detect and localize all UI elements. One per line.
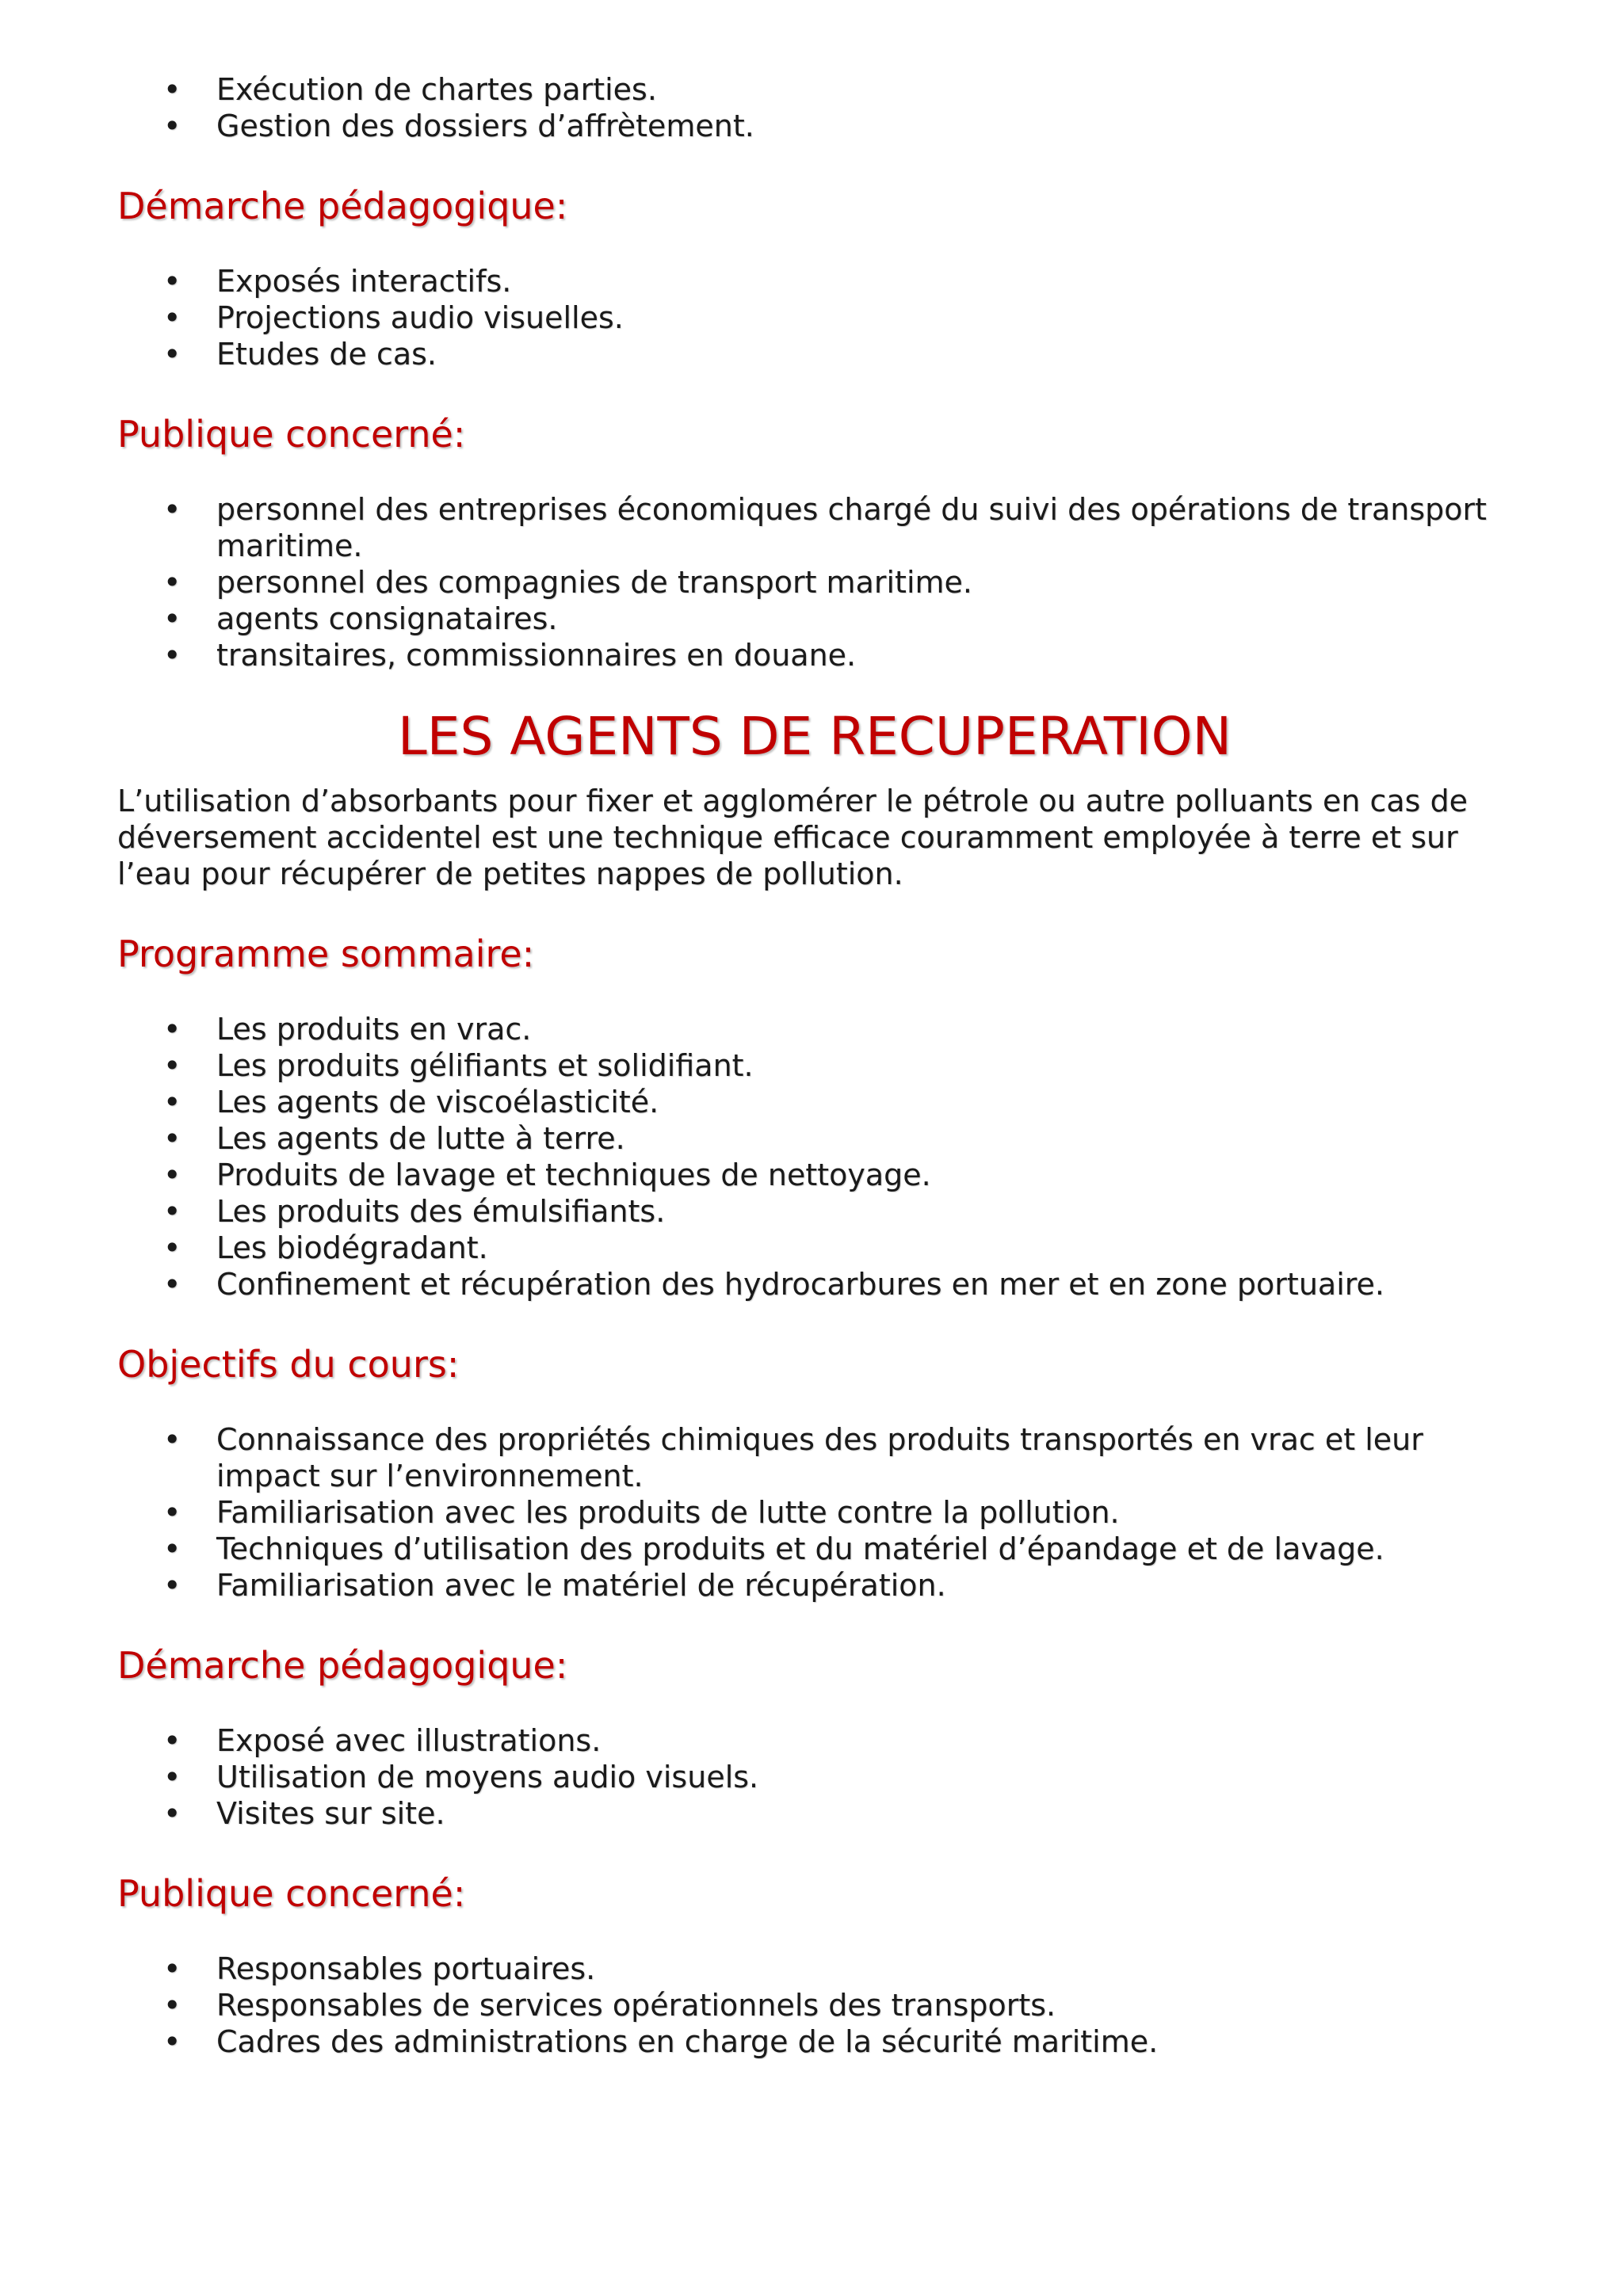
list-item: • Techniques d’utilisation des produits et du matériel d’épandage et de lavage. (117, 1531, 1512, 1567)
list-item: • Responsables de services opérationnels des transports. (117, 1987, 1512, 2023)
list-item: • Responsables portuaires. (117, 1951, 1512, 1987)
list-item: • Les produits en vrac. (117, 1011, 1512, 1047)
list-item: • transitaires, commissionnaires en douane. (117, 637, 1512, 673)
section-heading-demarche: Démarche pédagogique: (117, 185, 568, 227)
section-heading-demarche-2: Démarche pédagogique: (117, 1644, 568, 1687)
section-heading-publique-2: Publique concerné: (117, 1872, 466, 1915)
section-heading-programme: Programme sommaire: (117, 933, 535, 975)
list-item: • Les produits des émulsifiants. (117, 1193, 1512, 1230)
list-item: • personnel des compagnies de transport maritime. (117, 564, 1512, 601)
list-item: • Les agents de lutte à terre. (117, 1120, 1512, 1157)
list-item: • Visites sur site. (117, 1795, 1512, 1832)
list-item: • Exposé avec illustrations. (117, 1722, 1512, 1759)
publique-list-2 (117, 1951, 1512, 2060)
list-item: • Connaissance des propriétés chimiques des produits transportés en vrac et leur impact sur l’environnement. (117, 1421, 1512, 1494)
page-title: LES AGENTS DE RECUPERATION (397, 706, 1232, 767)
objectifs-list (117, 1421, 1512, 1604)
list-item: • Familiarisation avec le matériel de récupération. (117, 1567, 1512, 1604)
list-item: • Gestion des dossiers d’affrètement. (117, 108, 1512, 144)
list-item: • Familiarisation avec les produits de lutte contre la pollution. (117, 1494, 1512, 1531)
intro-list (117, 71, 1512, 144)
intro-paragraph: L’utilisation d’absorbants pour fixer et agglomérer le pétrole ou autre polluants en cas de déversement accidentel est une technique efficace couramment employée à terre et sur l’eau pour récupérer de petites nappes de pollution. (117, 784, 1468, 891)
list-item: • Exposés interactifs. (117, 263, 1512, 299)
publique-list (117, 491, 1512, 673)
list-item: • Cadres des administrations en charge de la sécurité maritime. (117, 2023, 1512, 2060)
demarche-list (117, 263, 1512, 372)
list-item: • Exécution de chartes parties. (117, 71, 1512, 108)
document-page (117, 71, 1512, 2060)
list-item: • Confinement et récupération des hydrocarbures en mer et en zone portuaire. (117, 1266, 1512, 1302)
list-item: • Les biodégradant. (117, 1230, 1512, 1266)
section-heading-objectifs: Objectifs du cours: (117, 1343, 460, 1386)
list-item: • Projections audio visuelles. (117, 299, 1512, 336)
list-item: • personnel des entreprises économiques chargé du suivi des opérations de transport maritime. (117, 491, 1512, 564)
list-item: • Les agents de viscoélasticité. (117, 1084, 1512, 1120)
demarche-list-2 (117, 1722, 1512, 1832)
list-item: • Etudes de cas. (117, 336, 1512, 372)
section-heading-publique: Publique concerné: (117, 413, 466, 456)
list-item: • Produits de lavage et techniques de nettoyage. (117, 1157, 1512, 1193)
list-item: • agents consignataires. (117, 601, 1512, 637)
programme-list (117, 1011, 1512, 1302)
list-item: • Utilisation de moyens audio visuels. (117, 1759, 1512, 1795)
list-item: • Les produits gélifiants et solidifiant. (117, 1047, 1512, 1084)
